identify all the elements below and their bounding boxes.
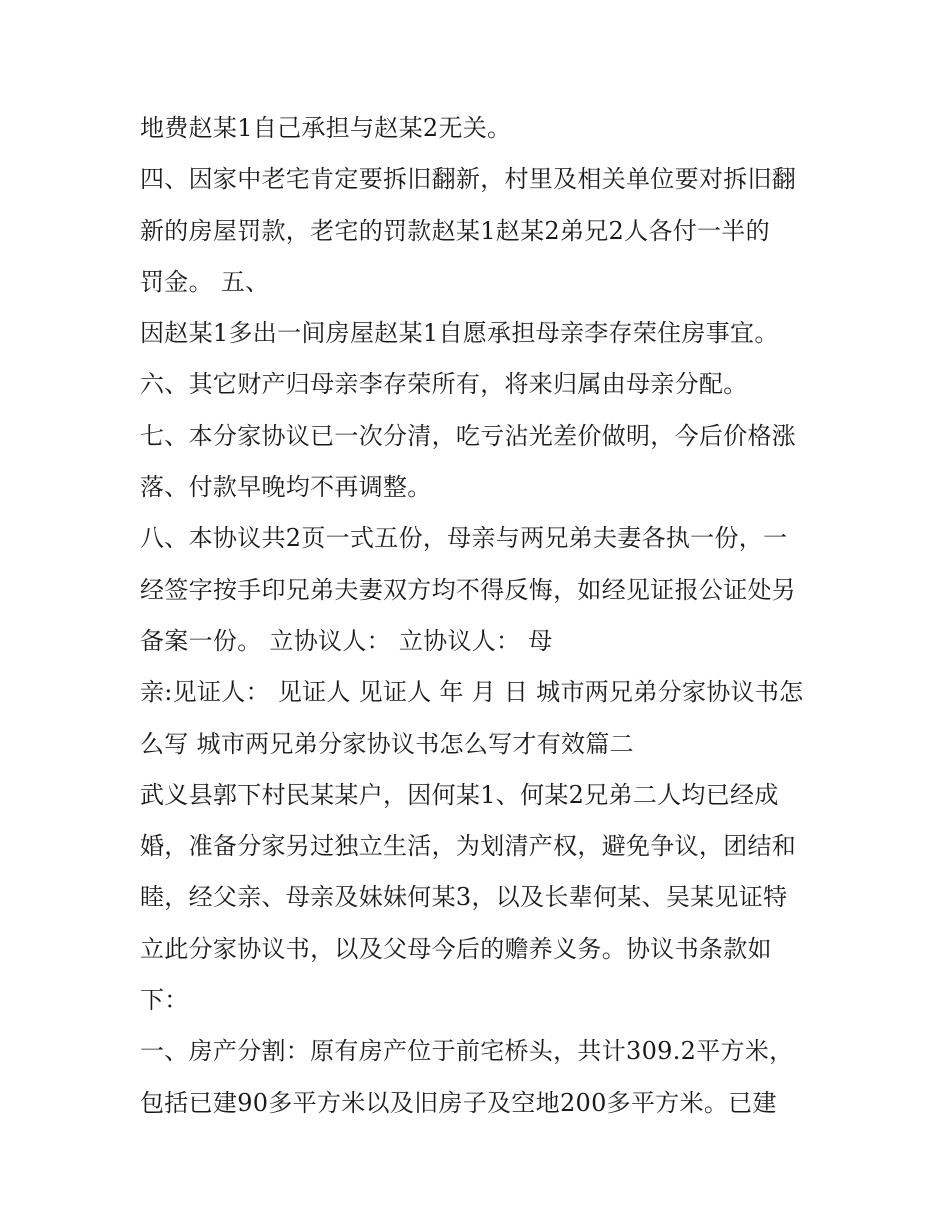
- text-line: 婚，准备分家另过独立生活，为划清产权，避免争议，团结和: [140, 832, 797, 861]
- text-line: 新的房屋罚款，老宅的罚款赵某1赵某2弟兄2人各付一半的: [140, 216, 770, 245]
- text-line: 六、其它财产归母亲李存荣所有，将来归属由母亲分配。: [140, 370, 748, 399]
- text-line: 下：: [140, 986, 189, 1015]
- text-line: 包括已建90多平方米以及旧房子及空地200多平方米。已建: [140, 1088, 777, 1117]
- text-line: 罚金。 五、: [140, 267, 270, 296]
- text-line: 武义县郭下村民某某户，因何某1、何某2兄弟二人均已经成: [140, 780, 779, 809]
- text-line: 地费赵某1自己承担与赵某2无关。: [140, 114, 512, 142]
- text-line: 八、本协议共2页一式五份，母亲与两兄弟夫妻各执一份，一: [140, 524, 788, 553]
- text-line: 四、因家中老宅肯定要拆旧翻新，村里及相关单位要对拆旧翻: [140, 165, 797, 194]
- text-line: 落、付款早晚均不再调整。: [140, 473, 432, 502]
- text-line: 亲:见证人： 见证人 见证人 年 月 日 城市两兄弟分家协议书怎: [140, 678, 804, 707]
- text-line: 一、房产分割：原有房产位于前宅桥头，共计309.2平方米，: [140, 1037, 794, 1066]
- document-body: [140, 103, 830, 1129]
- text-line: 因赵某1多出一间房屋赵某1自愿承担母亲李存荣住房事宜。: [140, 319, 779, 348]
- text-line: 经签字按手印兄弟夫妻双方均不得反悔，如经见证报公证处另: [140, 575, 797, 604]
- text-line: 七、本分家协议已一次分清，吃亏沾光差价做明，今后价格涨: [140, 421, 797, 450]
- text-line: 睦，经父亲、母亲及妹妹何某3，以及长辈何某、吴某见证特: [140, 883, 788, 912]
- text-line: 么写 城市两兄弟分家协议书怎么写才有效篇二: [140, 729, 634, 758]
- text-line: 备案一份。 立协议人： 立协议人： 母: [140, 626, 553, 655]
- text-line: 立此分家协议书，以及父母今后的赡养义务。协议书条款如: [140, 934, 772, 963]
